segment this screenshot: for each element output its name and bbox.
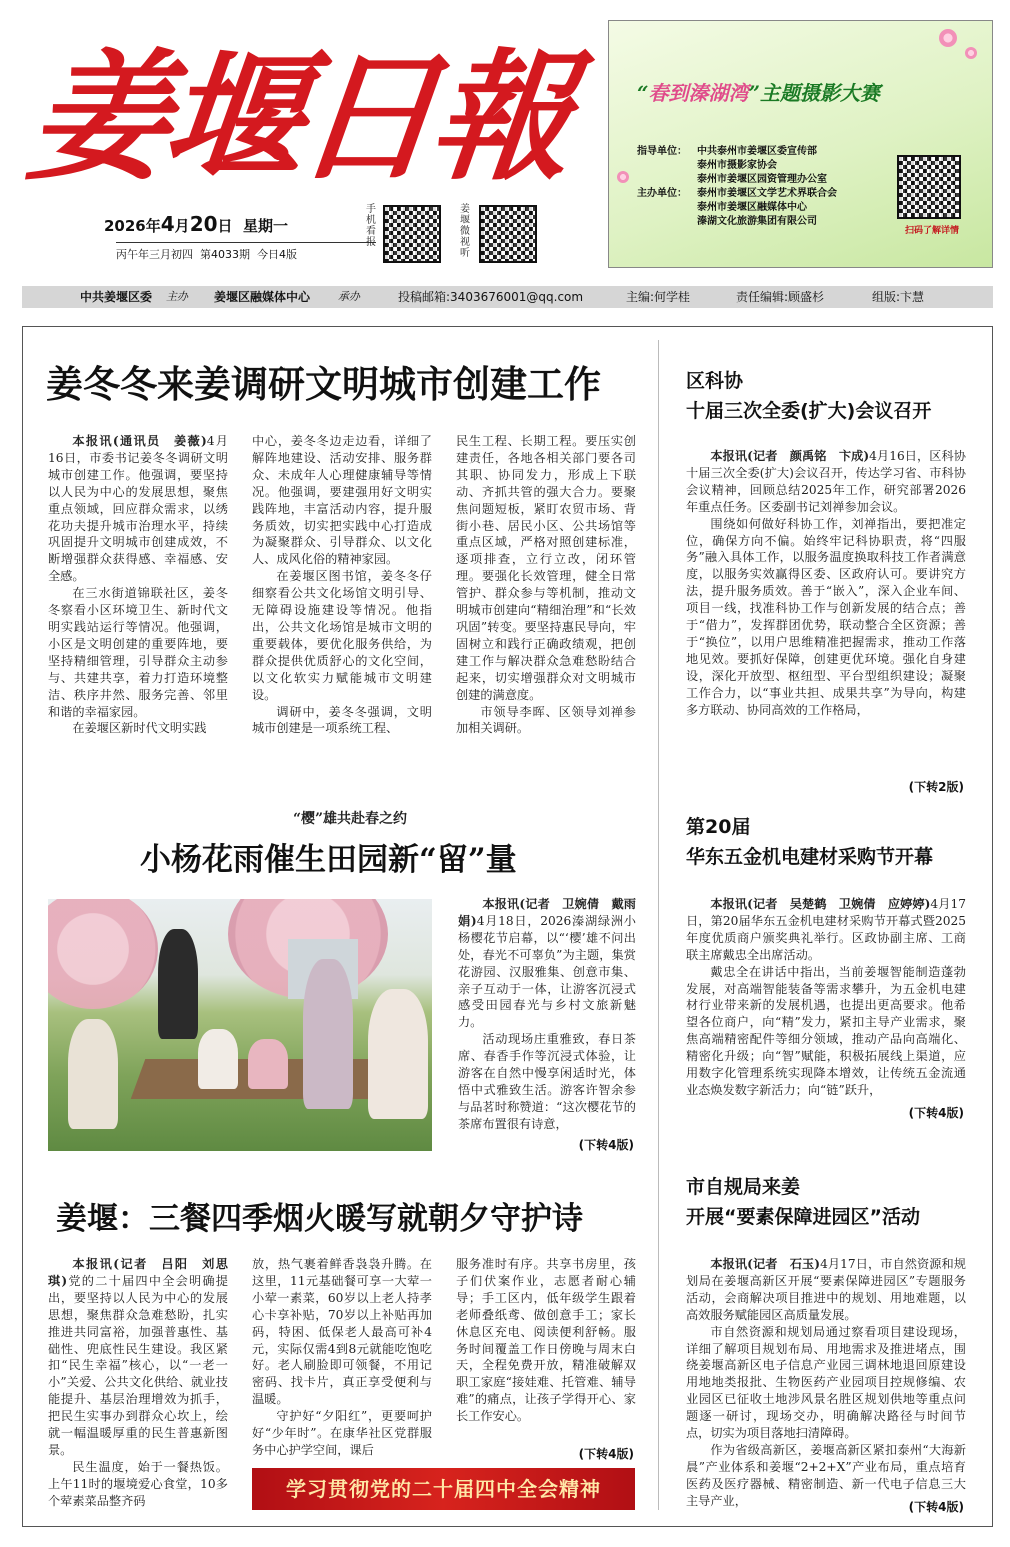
article2-headline[interactable]: 小杨花雨催生田园新“留”量 — [140, 842, 517, 878]
article2-kicker: “樱”雄共赴春之约 — [292, 811, 408, 827]
qr1-label: 手机看报 — [366, 204, 376, 248]
qr-code-icon[interactable] — [479, 205, 537, 263]
person — [303, 959, 353, 1109]
article3-col3: 服务准时有序。共享书房里，孩子们伏案作业，志愿者耐心辅导；手工区内，低年级学生跟着老师叠纸鸢、做创意手工；家长休息区充电、阅读便利舒畅。服务时间覆盖工作日傍晚与周末白天，全程免费开放，精准破解双职工家庭“接娃难、托管难、辅导难”的痛点，让孩子学得开心、家长工作安心。 — [456, 1257, 636, 1424]
article1-col2: 中心，姜冬冬边走边看，详细了解阵地建设、活动安排、服务群众、未成年人心理健康辅导等情况。他强调，要建强用好文明实践阵地，丰富活动内容，提升服务质效，切实把实践中心打造成为凝聚群众、引导群众、以文化人、成风化俗的精神家园。 在姜堰区图书馆，姜冬冬仔细察看公共文化场馆文明引导、无障碍设施建设等情况。他指出，公共文化场馆是城市文明的重要载体，要优化服务供给，为群众提供优质舒心的文化空间，以文化软实力赋能城市文明建设。 调研中，姜冬冬强调，文明城市创建是一项系统工程、 — [252, 434, 432, 736]
person — [248, 1039, 288, 1089]
article1-col3: 民生工程、长期工程。要压实创建责任，各地各相关部门要各司其职、协同发力，形成上下联动、齐抓共管的强大合力。要聚焦问题短板，紧盯农贸市场、背街小巷、居民小区、公共场馆等重点区域，严格对照创建标准，逐项排查，立行立改，闭环管理。要强化长效管理，健全日常管护、群众参与等机制，推动文明城市创建向“精细治理”和“长效巩固”转变。要坚持惠民导向，牢固树立和践行正确政绩观，把创建工作与解决群众急难愁盼结合起来，切实增强群众对文明城市创建的满意度。 市领导李晖、区领导刘禅参加相关调研。 — [456, 434, 636, 736]
article3-col2: 放，热气裹着鲜香袅袅升腾。在这里，11元基础餐可享一大荤一小荤一素菜，60岁以上老人持孝心卡享补贴，70岁以上补贴再加码，特困、低保老人最高可补4元，实际仅需4到8元就能吃饱吃好。老人刷脸即可领餐，不用记密码、找卡片，真正享受便利与温暖。 守护好“夕阳红”，更要呵护好“少年时”。在康华社区党群服务中心护学空间，课后 — [252, 1257, 432, 1457]
person — [68, 1019, 118, 1129]
photo-contest-banner[interactable] — [608, 20, 993, 268]
person — [368, 989, 428, 1119]
article2-continued[interactable]: (下转4版) — [578, 1138, 634, 1152]
banner-qr-caption: 扫码了解详情 — [904, 226, 959, 236]
column-divider — [658, 340, 659, 1510]
issue-date: 2026年4月20日 星期一 — [104, 212, 289, 236]
side1-body: 本报讯(记者 颜禹铭 卞成)4月16日，区科协十届三次全委(扩大)会议召开，传达学习省、市科协会议精神，回顾总结2025年工作，研究部署2026年重点任务。区委副书记刘禅参加会议。 围绕如何做好科协工作，刘禅指出，要把准定位，确保方向不偏。始终牢记科协职责，将“四服务”融入具体工作，以服务温度换取科技工作者满意度，以服务实效赢得区委、区政府认可。要讲究方法，提升服务质效。善于“嵌入”，深入企业车间、项目一线，找准科协工作与创新发展的结合点；善于“借力”，发挥群团优势，联动整合全区资源；善于“换位”，以用户思维精准把握需求，推动工作落地见效。要抓好保障，创建更优环境。强化自身建设，深化开放型、枢纽型、平台型组织建设；凝聚工作合力，以“事业共担、成果共享”为导向，构建多方联动、协同高效的工作格局， — [686, 449, 966, 717]
side3-headline[interactable]: 市自规局来姜 开展“要素保障进园区”活动 — [686, 1176, 920, 1228]
masthead-title: 姜堰日報 — [21, 36, 575, 200]
side2-headline[interactable]: 第20届 华东五金机电建材采购节开幕 — [686, 816, 934, 868]
person — [198, 1029, 238, 1089]
qr-code-icon[interactable] — [897, 155, 961, 219]
tree-icon — [48, 899, 158, 1009]
article1-col1: 本报讯(通讯员 姜薇)4月16日，市委书记姜冬冬调研文明城市创建工作。他强调，要坚持以人民为中心的发展思想，聚焦重点领域，回应群众需求，以绣花功夫提升城市治理水平，持续巩固提升文明城市创建成效，不断增强群众获得感、幸福感、安全感。 在三水街道锦联社区，姜冬冬察看小区环境卫生、新时代文明实践站运行等情况。他强调，小区是文明创建的重要阵地，要坚持精细管理，引导群众主动参与、共建共享，着力打造环境整洁、秩序井然、服务完善、邻里和谐的幸福家园。 在姜堰区新时代文明实践 — [48, 434, 228, 736]
banner-organizers: 指导单位： 中共泰州市姜堰区委宣传部 泰州市摄影家协会 泰州市姜堰区园资管理办公室 主办单位： 泰州市姜堰区文学艺术界联合会 泰州市姜堰区融媒体中心 溱湖文化旅游集团有限公司 — [637, 146, 837, 227]
qr-code-icon[interactable] — [383, 205, 441, 263]
issue-meta: 丙午年三月初四 第4033期 今日4版 — [116, 242, 376, 260]
organizer-org: 姜堰区融媒体中心 — [214, 290, 311, 304]
article1-headline[interactable]: 姜冬冬来姜调研文明城市创建工作 — [46, 363, 601, 406]
publication-info-bar: 中共姜堰区委 主办 姜堰区融媒体中心 承办 投稿邮箱:3403676001@qq.com 主编:何学桂 责任编辑:顾盛杉 组版:卞慧 — [22, 286, 993, 308]
side3-body: 本报讯(记者 石玉)4月17日，市自然资源和规划局在姜堰高新区开展“要素保障进园区”专题服务活动，会商解决项目推进中的规划、用地难题，以高效服务赋能园区高质量发展。 市自然资源和规划局通过察看项目建设现场，详细了解项目规划布局、用地需求及推进堵点，围绕姜堰高新区电子信息产业园三调林地退回原建设用地地类报批、生物医药产业园项目控规修编、农业园区已征收土地涉风景名胜区规划供地等重点问题逐一研讨，现场交办，明确解决路径与时间节点，切实为项目落地扫清障碍。 作为省级高新区，姜堰高新区紧扣泰州“大海新晨”产业体系和姜堰“2+2+X”产业布局，重点培育医药及医疗器械、精密制造、新一代电子信息三大主导产业， — [686, 1257, 966, 1508]
article3-col1: 本报讯(记者 吕阳 刘思琪)党的二十届四中全会明确提出，要坚持以人民为中心的发展思想，聚焦群众急难愁盼，扎实推进共同富裕，加强普惠性、基础性、兜底性民生建设。我区紧扣“民生幸福”核心，以“一老一小”关爱、公共文化供给、就业技能提升、基层治理增效为抓手，把民生实事办到群众心坎上，绘就一幅温暖厚重的民生普惠新图景。 民生温度，始于一餐热饭。上午11时的堰境爱心食堂，10多个荤素菜品整齐码 — [48, 1257, 228, 1508]
layout-editor: 组版:卞慧 — [872, 290, 925, 304]
banner-title: “春到溱湖湾”主题摄影大赛 — [637, 81, 881, 105]
host-org: 中共姜堰区委 — [80, 290, 153, 304]
theme-slogan-banner: 学习贯彻党的二十届四中全会精神 — [252, 1468, 635, 1510]
chief-editor: 主编:何学桂 — [626, 290, 691, 304]
side1-headline[interactable]: 区科协 十届三次全委(扩大)会议召开 — [686, 370, 932, 422]
flower-icon — [939, 29, 957, 47]
responsible-editor: 责任编辑:顾盛杉 — [736, 290, 825, 304]
side3-continued[interactable]: (下转4版) — [908, 1500, 964, 1514]
article2-body: 本报讯(记者 卫婉倩 戴雨娟)4月18日，2026溱湖绿洲小杨樱花节启幕，以“‘樱’雄不问出处，春光不可辜负”为主题，集赏花游园、汉服雅集、创意市集、亲子互动于一体，让游客沉浸式感受田园春光与乡村文旅新魅力。 活动现场庄重雅致，春日茶席、春香手作等沉浸式体验，让游客在自然中慢享闲适时光，体悟中式雅致生活。游客许智余参与品茗时称赞道：“这次樱花节的茶席布置很有诗意， — [458, 897, 636, 1131]
side1-continued[interactable]: (下转2版) — [908, 780, 964, 794]
flower-icon — [617, 171, 629, 183]
side2-body: 本报讯(记者 吴楚鹤 卫婉倩 应婷婷)4月17日，第20届华东五金机电建材采购节开幕式暨2025年度优质商户颁奖典礼举行。区政协副主席、工商联主席戴忠全出席活动。 戴忠全在讲话中指出，当前姜堰智能制造蓬勃发展，对高端智能装备等需求攀升，为五金机电建材行业带来新的发展机遇，也提出更高要求。他希望各位商户，向“精”发力，紧扣主导产业需求，聚焦高端精密配件等细分领域，推动产品向高端化、精密化升级；向“智”赋能，积极拓展线上渠道，应用数字化管理系统实现降本增效，让传统五金流通业态焕发数字新活力；向“链”跃升， — [686, 897, 966, 1097]
qr2-label: 姜堰微视听 — [460, 204, 470, 259]
article3-continued[interactable]: (下转4版) — [578, 1447, 634, 1461]
person — [158, 929, 198, 1039]
side2-continued[interactable]: (下转4版) — [908, 1106, 964, 1120]
submission-email[interactable]: 投稿邮箱:3403676001@qq.com — [398, 290, 584, 304]
flower-icon — [965, 47, 977, 59]
cherry-blossom-tea-photo — [48, 899, 432, 1151]
article3-headline[interactable]: 姜堰：三餐四季烟火暖写就朝夕守护诗 — [56, 1201, 583, 1237]
